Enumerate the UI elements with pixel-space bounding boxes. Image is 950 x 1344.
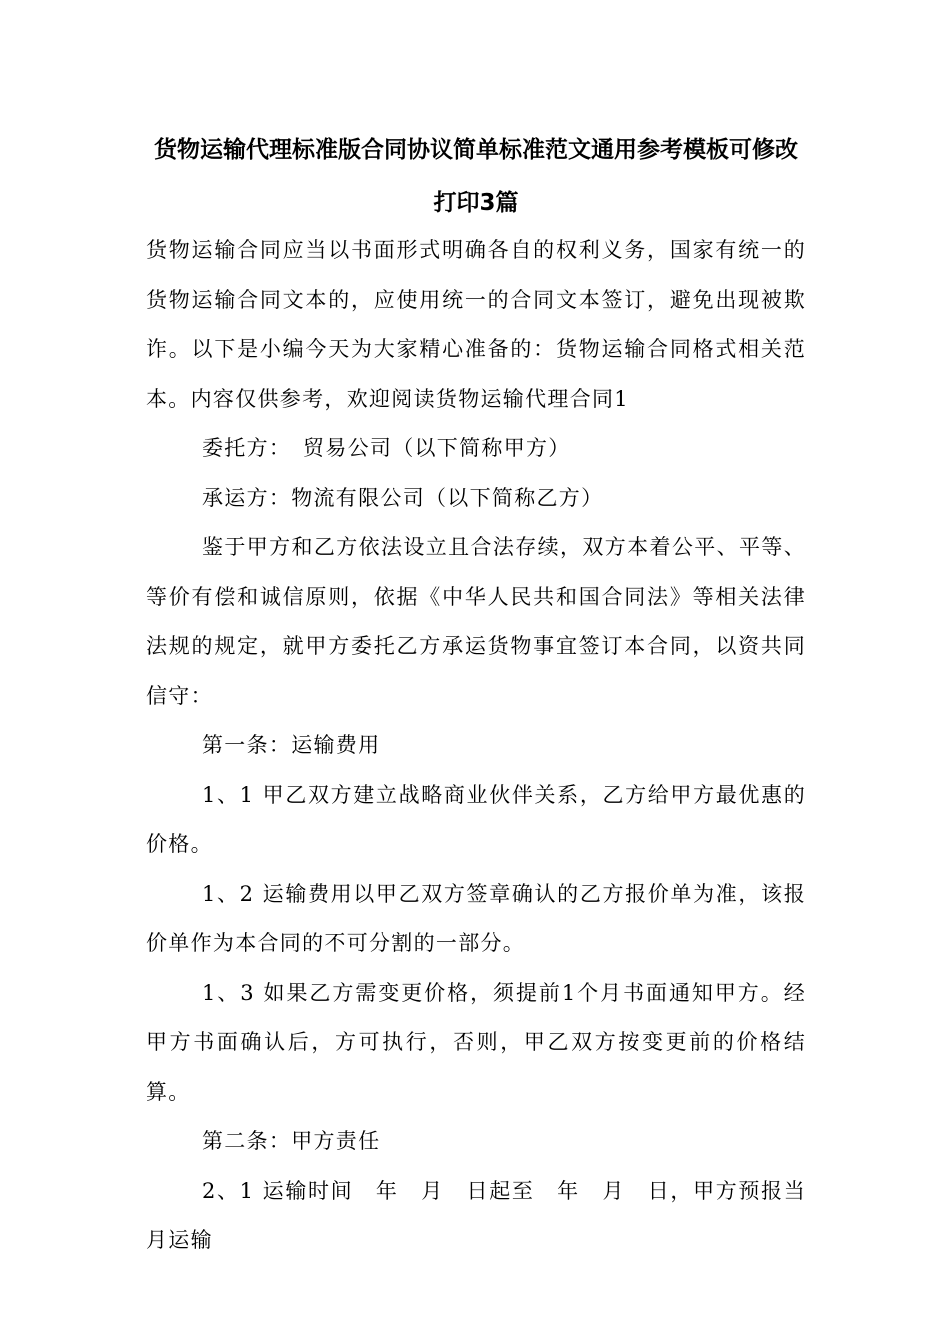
client-party-line: 委托方： 贸易公司（以下简称甲方） [202, 436, 571, 460]
article-two-heading: 第二条：甲方责任 [202, 1129, 381, 1153]
clause-1-1: 1、1 甲乙双方建立战略商业伙伴关系，乙方给甲方最优惠的价格。 [146, 782, 806, 856]
carrier-party-line: 承运方：物流有限公司（以下简称乙方） [202, 485, 604, 510]
document-title: 货物运输代理标准版合同协议简单标准范文通用参考模板可修改打印3篇 [154, 137, 798, 216]
clause-1-2: 1、2 运输费用以甲乙双方签章确认的乙方报价单为准，该报价单作为本合同的不可分割的一部分。 [146, 881, 806, 955]
preamble-paragraph: 鉴于甲方和乙方依法设立且合法存续，双方本着公平、平等、等价有偿和诚信原则，依据《中华人民共和国合同法》等相关法律法规的规定，就甲方委托乙方承运货物事宜签订本合同，以资共同信守： [146, 535, 806, 708]
article-one-heading: 第一条：运输费用 [202, 733, 381, 757]
intro-paragraph: 货物运输合同应当以书面形式明确各自的权利义务，国家有统一的货物运输合同文本的，应使用统一的合同文本签订，避免出现被欺诈。以下是小编今天为大家精心准备的：货物运输合同格式相关范本。内容仅供参考，欢迎阅读货物运输代理合同1 [146, 238, 806, 411]
document-body [146, 226, 806, 1266]
clause-1-3: 1、3 如果乙方需变更价格，须提前1个月书面通知甲方。经甲方书面确认后，方可执行，否则，甲乙双方按变更前的价格结算。 [146, 980, 806, 1104]
clause-2-1: 2、1 运输时间 年 月 日起至 年 月 日，甲方预报当月运输 [146, 1178, 806, 1252]
